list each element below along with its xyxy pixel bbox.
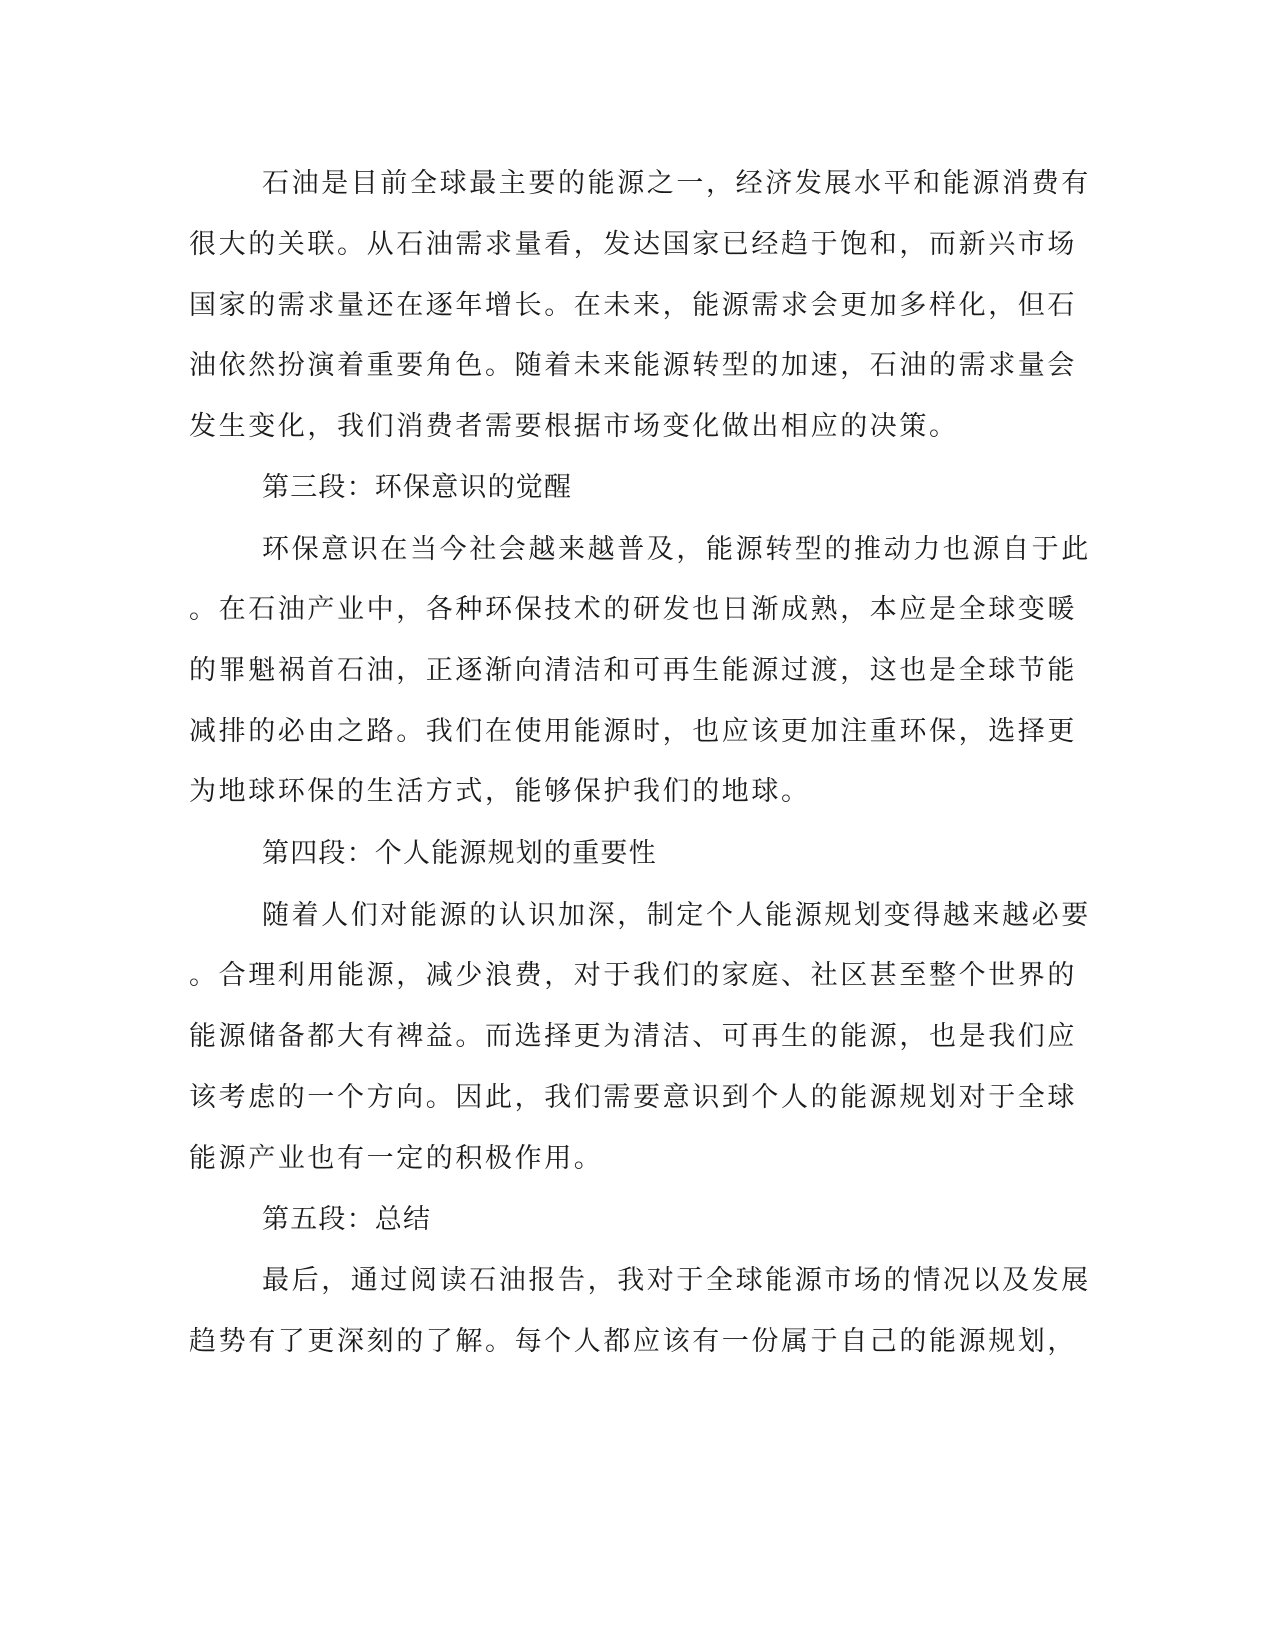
paragraph-5-line-1: 最后，通过阅读石油报告，我对于全球能源市场的情况以及发展: [262, 1265, 1091, 1296]
paragraph-1-line-4: 油依然扮演着重要角色。随着未来能源转型的加速，石油的需求量会: [189, 350, 1077, 381]
paragraph-4-line-3: 能源储备都大有裨益。而选择更为清洁、可再生的能源，也是我们应: [189, 1021, 1077, 1052]
paragraph-3-line-5: 为地球环保的生活方式，能够保护我们的地球。: [189, 776, 811, 807]
paragraph-3-line-1: 环保意识在当今社会越来越普及，能源转型的推动力也源自于此: [262, 534, 1091, 565]
paragraph-4-line-5: 能源产业也有一定的积极作用。: [189, 1143, 604, 1174]
section-heading-3: 第三段：环保意识的觉醒: [262, 472, 573, 503]
paragraph-3-line-4: 减排的必由之路。我们在使用能源时，也应该更加注重环保，选择更: [189, 716, 1077, 747]
paragraph-4-line-4: 该考虑的一个方向。因此，我们需要意识到个人的能源规划对于全球: [189, 1082, 1077, 1113]
paragraph-3-line-3: 的罪魁祸首石油，正逐渐向清洁和可再生能源过渡，这也是全球节能: [189, 655, 1077, 686]
paragraph-1-line-1: 石油是目前全球最主要的能源之一，经济发展水平和能源消费有: [262, 168, 1091, 199]
paragraph-1-line-5: 发生变化，我们消费者需要根据市场变化做出相应的决策。: [189, 411, 959, 442]
paragraph-1-line-3: 国家的需求量还在逐年增长。在未来，能源需求会更加多样化，但石: [189, 290, 1077, 321]
paragraph-4-line-1: 随着人们对能源的认识加深，制定个人能源规划变得越来越必要: [262, 900, 1091, 931]
paragraph-5-line-2: 趋势有了更深刻的了解。每个人都应该有一份属于自己的能源规划，: [189, 1326, 1077, 1357]
paragraph-3-line-2: 。在石油产业中，各种环保技术的研发也日渐成熟，本应是全球变暖: [189, 594, 1077, 625]
paragraph-4-line-2: 。合理利用能源，减少浪费，对于我们的家庭、社区甚至整个世界的: [189, 960, 1077, 991]
paragraph-1-line-2: 很大的关联。从石油需求量看，发达国家已经趋于饱和，而新兴市场: [189, 229, 1077, 260]
section-heading-5: 第五段：总结: [262, 1204, 432, 1235]
section-heading-4: 第四段：个人能源规划的重要性: [262, 838, 657, 869]
